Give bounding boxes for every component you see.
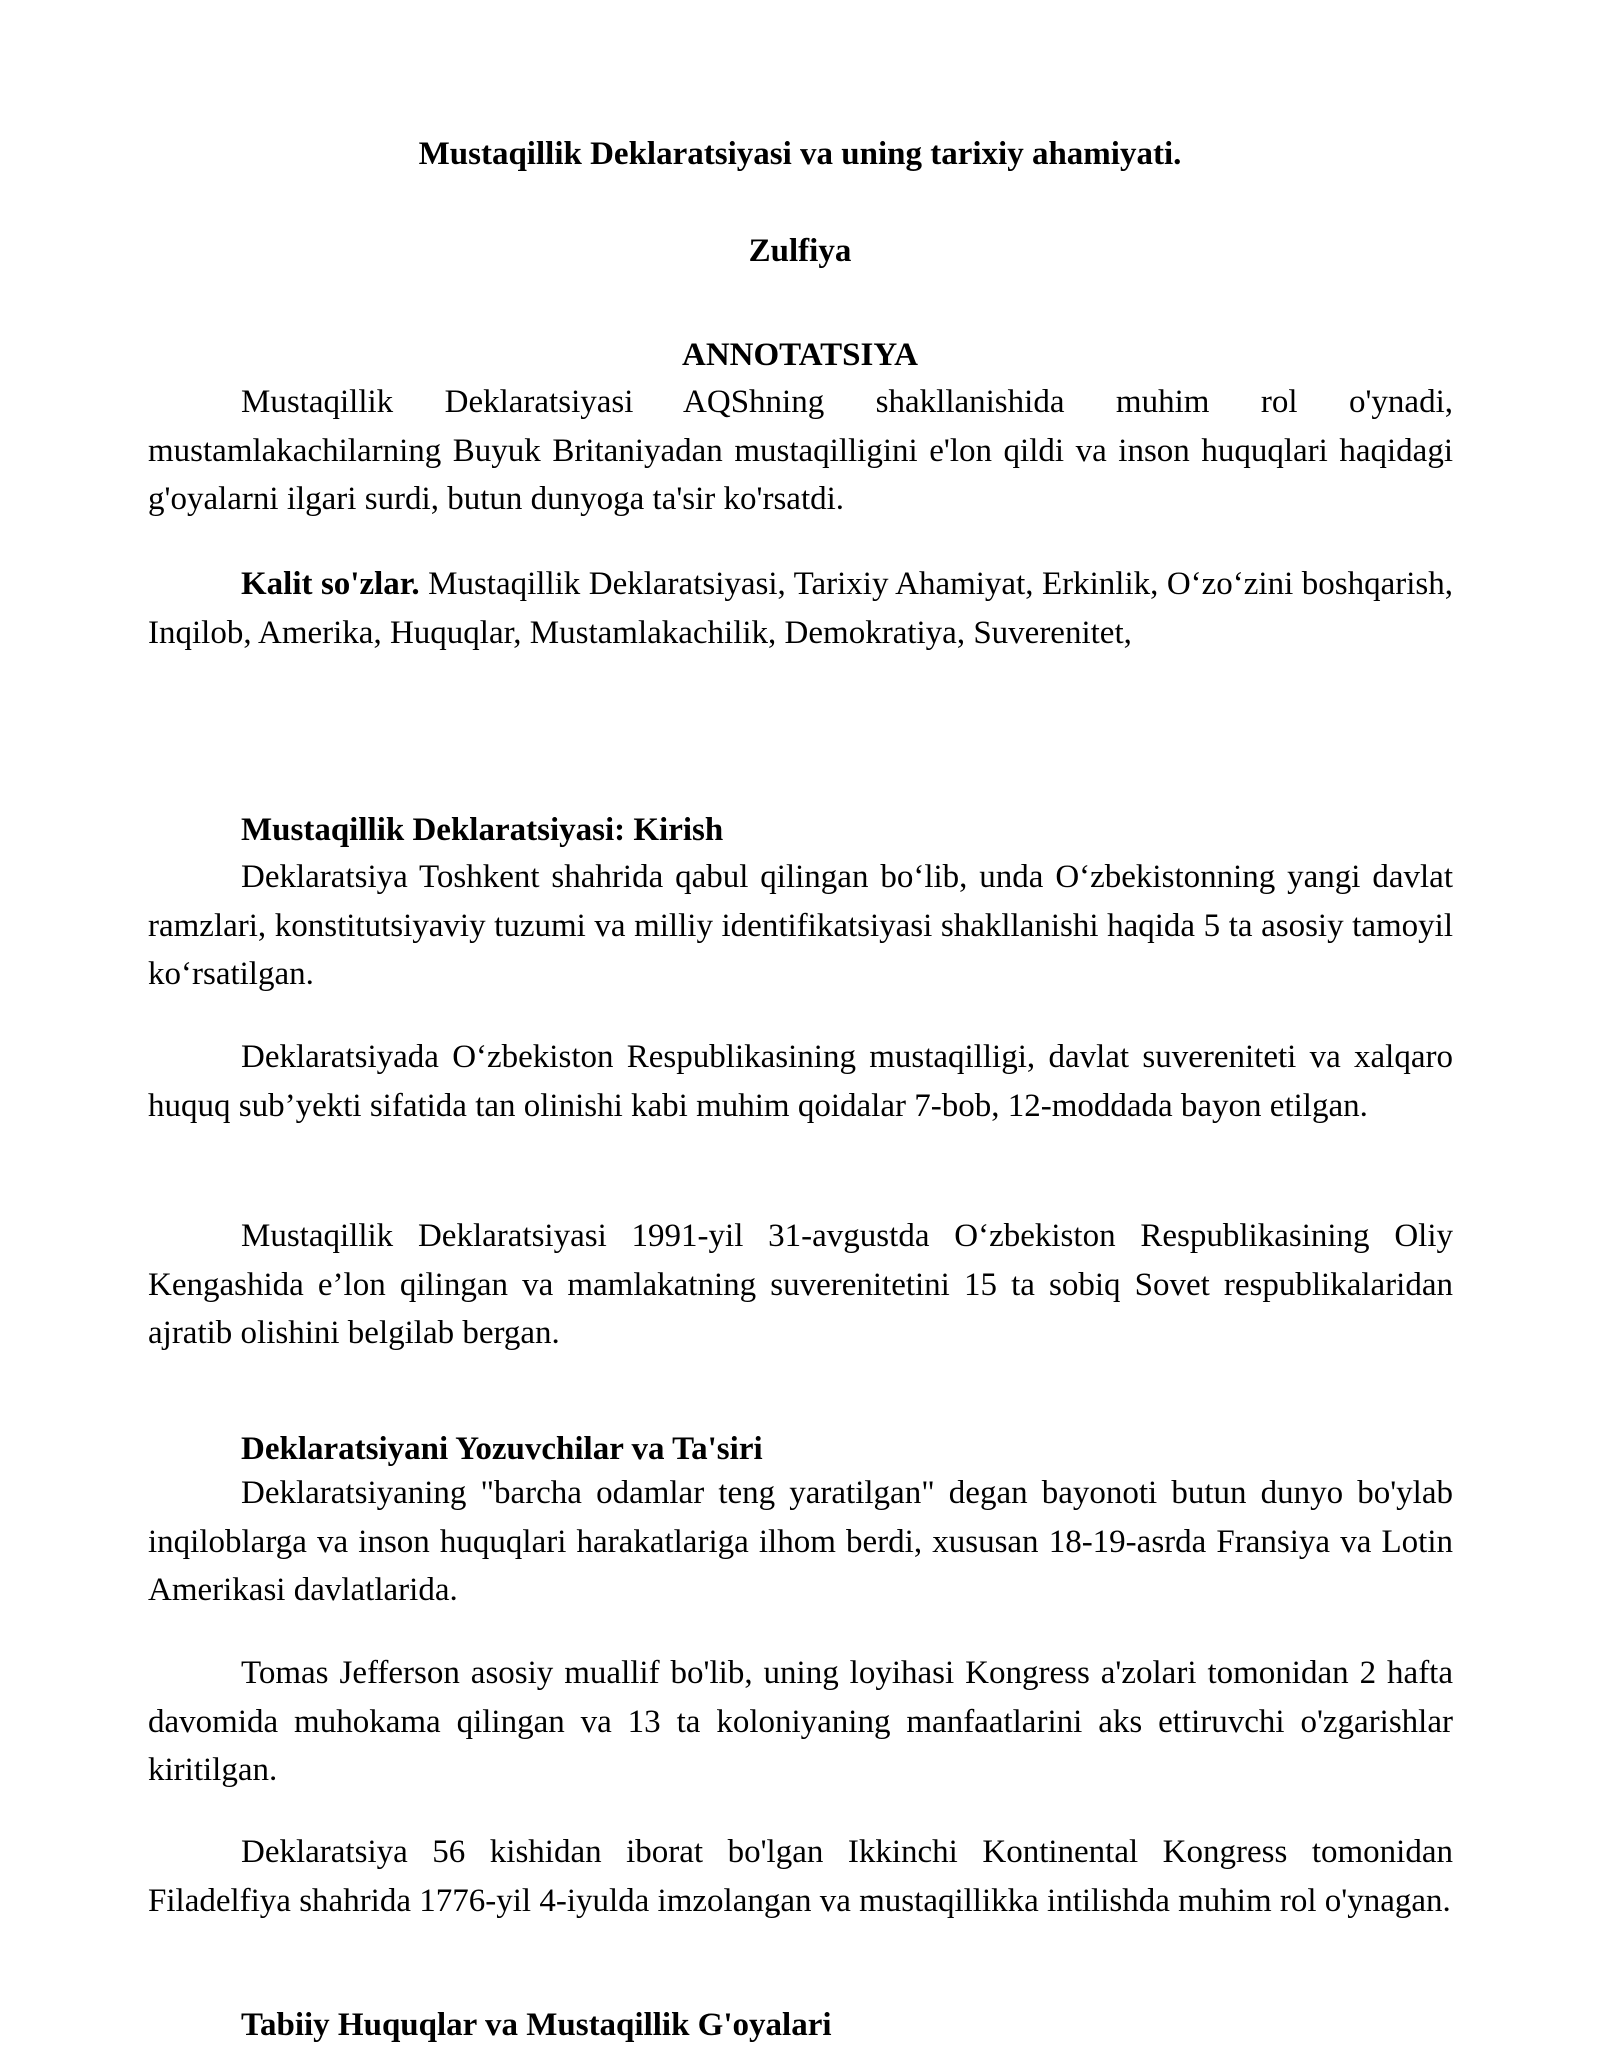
paragraph-text: Deklaratsiya Toshkent shahrida qabul qilingan bo‘lib, unda O‘zbekistonning yangi davlat ramzlari, konstitutsiyaviy tuzumi va milliy identifikatsiyasi shakllanishi haqida 5 ta asosiy tamoyil ko‘rsatilgan.	[148, 859, 1453, 992]
document-title: Mustaqillik Deklaratsiyasi va uning tarixiy ahamiyati.	[418, 136, 1182, 172]
keywords-text: Mustaqillik Deklaratsiyasi, Tarixiy Ahamiyat, Erkinlik, O‘zo‘zini boshqarish, Inqilob, Amerika, Huquqlar, Mustamlakachilik, Demokratiya, Suverenitet,	[148, 566, 1453, 651]
paragraph-text: Deklaratsiya 56 kishidan iborat bo'lgan Ikkinchi Kontinental Kongress tomonidan Filadelfiya shahrida 1776-yil 4-iyulda imzolangan va mustaqillikka intilishda muhim rol o'ynagan.	[148, 1834, 1453, 1919]
body-paragraph	[148, 1469, 1453, 1615]
paragraph-text: Deklaratsiyada O‘zbekiston Respublikasining mustaqilligi, davlat suvereniteti va xalqaro huquq sub’yekti sifatida tan olinishi kabi muhim qoidalar 7-bob, 12-moddada bayon etilgan.	[148, 1039, 1453, 1124]
keywords-label: Kalit so'zlar.	[241, 566, 420, 602]
annotation-text: Mustaqillik Deklaratsiyasi AQShning shakllanishida muhim rol o'ynadi, mustamlakachilarning Buyuk Britaniyadan mustaqilligini e'lon qildi va inson huquqlari haqidagi g'oyalarni ilgari surdi, butun dunyoga ta'sir ko'rsatdi.	[148, 384, 1453, 517]
body-paragraph	[148, 1033, 1453, 1130]
body-paragraph	[148, 1828, 1453, 1925]
paragraph-text: Tomas Jefferson asosiy muallif bo'lib, uning loyihasi Kongress a'zolari tomonidan 2 hafta davomida muhokama qilingan va 13 ta koloniyaning manfaatlarini aks ettiruvchi o'zgarishlar kiritilgan.	[148, 1655, 1453, 1788]
paragraph-text: Deklaratsiyaning "barcha odamlar teng yaratilgan" degan bayonoti butun dunyo bo'ylab inqiloblarga va inson huquqlari harakatlariga ilhom berdi, xususan 18-19-asrda Fransiya va Lotin Amerikasi davlatlarida.	[148, 1475, 1453, 1608]
annotation-heading: ANNOTATSIYA	[682, 337, 918, 373]
paragraph-text: Mustaqillik Deklaratsiyasi 1991-yil 31-avgustda O‘zbekiston Respublikasining Oliy Kengashida e’lon qilingan va mamlakatning suverenitetini 15 ta sobiq Sovet respublikalaridan ajratib olishini belgilab bergan.	[148, 1218, 1453, 1351]
annotation-paragraph	[148, 378, 1453, 524]
body-paragraph	[148, 1649, 1453, 1795]
body-paragraph	[148, 1212, 1453, 1358]
section-heading: Tabiiy Huquqlar va Mustaqillik G'oyalari	[241, 2007, 832, 2043]
body-paragraph	[148, 853, 1453, 999]
author-name: Zulfiya	[748, 233, 852, 269]
keywords-paragraph	[148, 560, 1453, 657]
section-heading: Mustaqillik Deklaratsiyasi: Kirish	[241, 812, 724, 848]
section-heading: Deklaratsiyani Yozuvchilar va Ta'siri	[241, 1431, 763, 1467]
